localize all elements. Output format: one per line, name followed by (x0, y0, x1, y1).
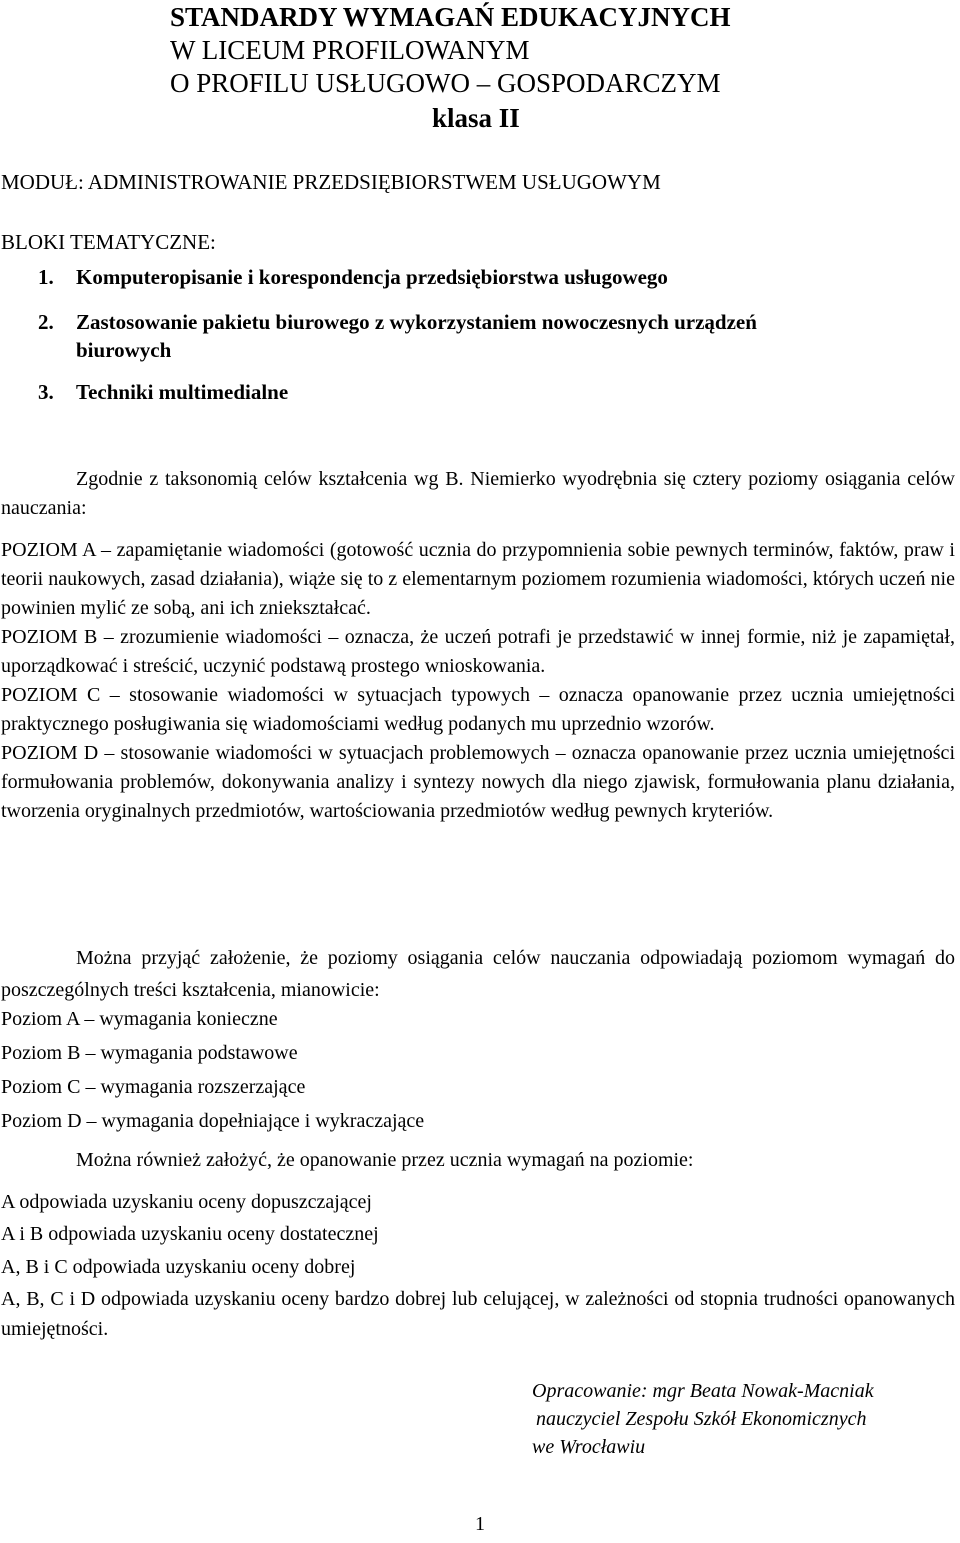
requirements-list (1, 1002, 955, 1138)
title-line-3: O PROFILU USŁUGOWO – GOSPODARCZYM (170, 68, 721, 98)
grades-intro: Można również założyć, że opanowanie przez ucznia wymagań na poziomie: (76, 1149, 694, 1171)
levels-list (1, 536, 955, 826)
requirement-item: Poziom B – wymagania podstawowe (1, 1042, 298, 1064)
level-b: POZIOM B – zrozumienie wiadomości – oznacza, że uczeń potrafi je przedstawić w innej formie, niż je zapamiętał, uporządkować i streścić, uczynić podstawą prostego wnioskowania. (1, 626, 955, 677)
level-c: POZIOM C – stosowanie wiadomości w sytuacjach typowych – oznacza opanowanie przez ucznia umiejętności praktycznego posługiwania się wiadomościami według podanych mu uprzednio wzorów. (1, 684, 955, 735)
block-item-2 (38, 310, 757, 334)
title-line-4: klasa II (432, 103, 520, 133)
signature-block (532, 1377, 952, 1461)
block-item-number: 2. (38, 310, 54, 334)
block-item-text: Techniki multimedialne (76, 380, 289, 404)
level-d: POZIOM D – stosowanie wiadomości w sytuacjach problemowych – oznacza opanowanie przez ucznia umiejętności formułowania problemów, dokonywania analizy i syntezy nowych dla niego zjawisk, formułowania planu działania, tworzenia oryginalnych przedmiotów, wartościowania przedmiotów według pewnych kryteriów. (1, 742, 955, 822)
level-a: POZIOM A – zapamiętanie wiadomości (gotowość ucznia do przypomnienia sobie pewnych terminów, faktów, praw i teorii naukowych, zasad działania), wiąże się to z elementarnym poziomem rozumienia wiadomości, których uczeń nie powinien mylić ze sobą, ani ich zniekształcać. (1, 539, 955, 619)
document-title (170, 1, 810, 136)
block-item-number: 1. (38, 265, 54, 289)
signature-line-1: Opracowanie: mgr Beata Nowak-Macniak (532, 1380, 874, 1402)
block-item-text: Komputeropisanie i korespondencja przedsiębiorstwa usługowego (76, 265, 668, 289)
assumption-paragraph: Można przyjąć założenie, że poziomy osiągania celów nauczania odpowiadają poziomom wymagań do poszczególnych treści kształcenia, mianowicie: (1, 947, 955, 1001)
block-item-3 (38, 380, 288, 404)
grade-item: A, B i C odpowiada uzyskaniu oceny dobrej (1, 1256, 356, 1278)
grade-item: A i B odpowiada uzyskaniu oceny dostatecznej (1, 1223, 379, 1245)
requirement-item: Poziom A – wymagania konieczne (1, 1008, 278, 1030)
block-item-2-continuation: biurowych (76, 338, 172, 362)
grades-list (1, 1186, 955, 1344)
title-line-1: STANDARDY WYMAGAŃ EDUKACYJNYCH (170, 2, 731, 32)
intro-paragraph: Zgodnie z taksonomią celów kształcenia wg B. Niemierko wyodrębnia się cztery poziomy osiągania celów nauczania: (1, 468, 955, 519)
block-item-1 (38, 265, 668, 289)
requirement-item: Poziom D – wymagania dopełniające i wykraczające (1, 1110, 425, 1132)
requirement-item: Poziom C – wymagania rozszerzające (1, 1076, 306, 1098)
block-item-text: Zastosowanie pakietu biurowego z wykorzystaniem nowoczesnych urządzeń (76, 310, 757, 334)
signature-line-3: we Wrocławiu (532, 1436, 646, 1458)
module-heading: MODUŁ: ADMINISTROWANIE PRZEDSIĘBIORSTWEM USŁUGOWYM (1, 170, 661, 194)
grade-item: A, B, C i D odpowiada uzyskaniu oceny bardzo dobrej lub celującej, w zależności od stopnia trudności opanowanych umiejętności. (1, 1288, 955, 1340)
page-number: 1 (475, 1513, 485, 1535)
signature-line-2: nauczyciel Zespołu Szkół Ekonomicznych (536, 1408, 867, 1430)
block-item-number: 3. (38, 380, 54, 404)
blocks-heading: BLOKI TEMATYCZNE: (1, 230, 216, 254)
title-line-2: W LICEUM PROFILOWANYM (170, 35, 530, 65)
grade-item: A odpowiada uzyskaniu oceny dopuszczającej (1, 1191, 372, 1213)
